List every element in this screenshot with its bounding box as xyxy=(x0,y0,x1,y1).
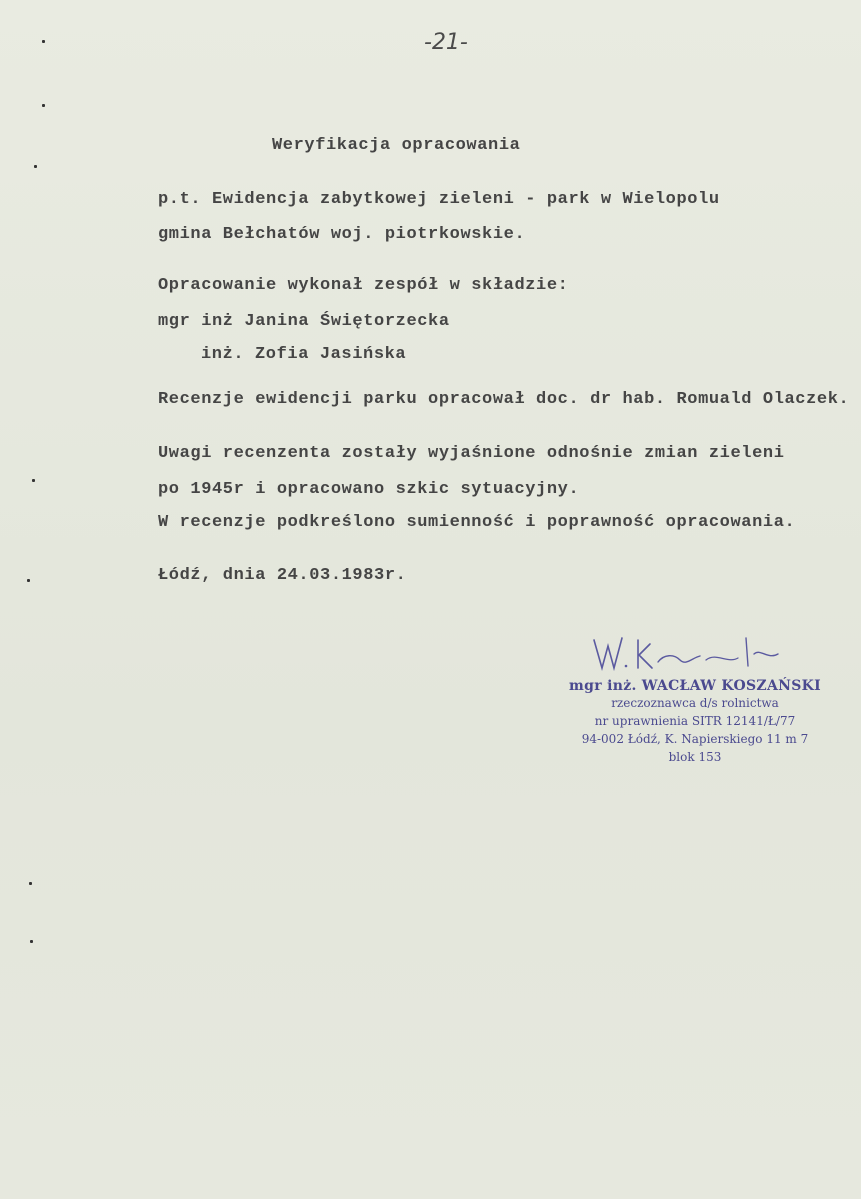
remarks-line-1: Uwagi recenzenta zostały wyjaśnione odnośnie zmian zieleni xyxy=(158,444,785,463)
margin-mark xyxy=(27,579,30,582)
stamp-block: blok 153 xyxy=(668,750,722,764)
handwritten-signature xyxy=(588,630,788,678)
stamp-name: mgr inż. WACŁAW KOSZAŃSKI xyxy=(569,678,821,694)
remarks-line-2: po 1945r i opracowano szkic sytuacyjny. xyxy=(158,480,580,499)
team-member-2: inż. Zofia Jasińska xyxy=(201,345,407,364)
team-intro: Opracowanie wykonał zespół w składzie: xyxy=(158,276,569,295)
team-member-1: mgr inż Janina Świętorzecka xyxy=(158,312,450,331)
margin-mark xyxy=(34,165,37,168)
margin-mark xyxy=(42,104,45,107)
subject-line-1: p.t. Ewidencja zabytkowej zieleni - park w Wielopolu xyxy=(158,190,720,209)
author-stamp xyxy=(545,678,845,766)
remarks-line-3: W recenzje podkreślono sumienność i poprawność opracowania. xyxy=(158,513,796,532)
review-line: Recenzje ewidencji parku opracował doc. dr hab. Romuald Olaczek. xyxy=(158,390,850,409)
document-title: Weryfikacja opracowania xyxy=(272,136,521,155)
margin-mark xyxy=(42,40,45,43)
subject-line-2: gmina Bełchatów woj. piotrkowskie. xyxy=(158,225,526,244)
stamp-license: nr uprawnienia SITR 12141/Ł/77 xyxy=(594,714,796,728)
margin-mark xyxy=(30,940,33,943)
margin-mark xyxy=(29,882,32,885)
page-number: -21- xyxy=(424,30,468,55)
stamp-address: 94-002 Łódź, K. Napierskiego 11 m 7 xyxy=(581,732,809,746)
margin-mark xyxy=(32,479,35,482)
stamp-title: rzeczoznawca d/s rolnictwa xyxy=(611,696,779,710)
place-date: Łódź, dnia 24.03.1983r. xyxy=(158,566,407,585)
